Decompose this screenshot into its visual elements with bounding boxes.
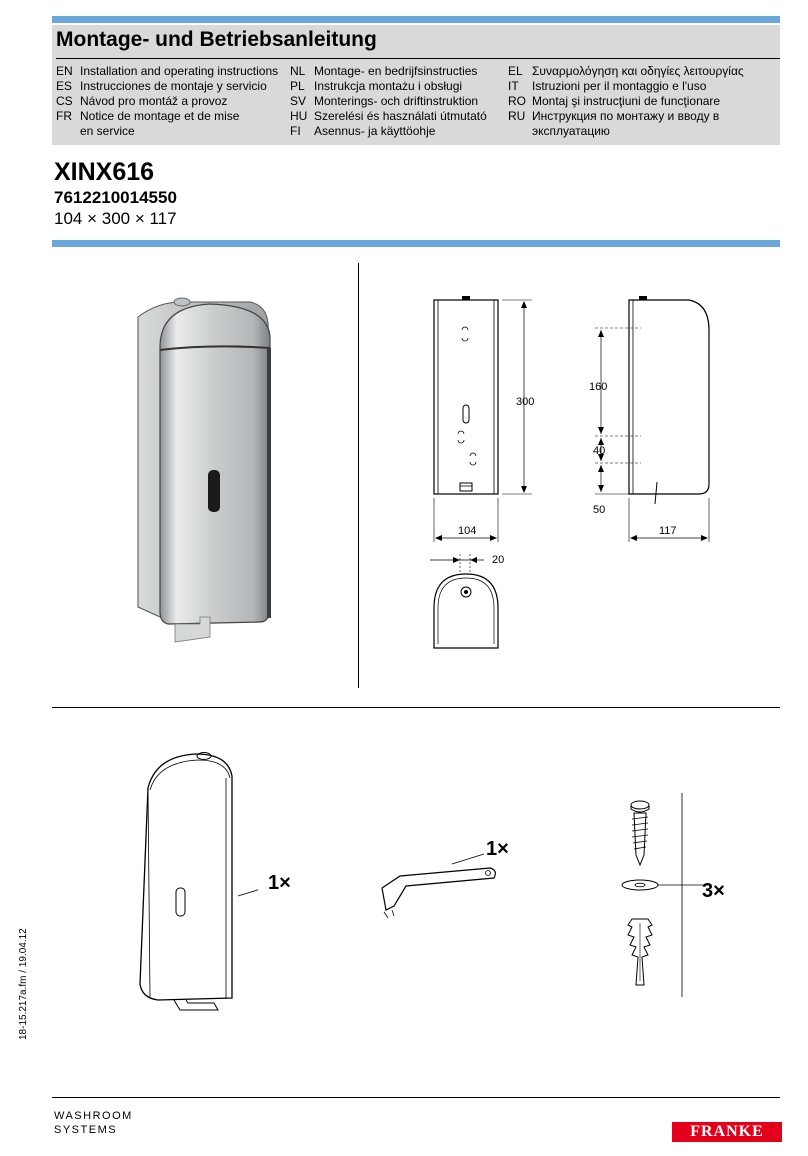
product-photo bbox=[120, 292, 295, 652]
language-column-1: EN Installation and operating instructions ES Instrucciones de montaje y servicio CS Návod pro montáž a provoz FR Notice de montage et de mise en service bbox=[56, 64, 279, 138]
footer-divider bbox=[52, 1097, 780, 1098]
document-title: Montage- und Betriebsanleitung bbox=[56, 28, 377, 51]
svg-text:300: 300 bbox=[516, 396, 535, 408]
svg-text:160: 160 bbox=[589, 381, 608, 393]
top-accent-bar bbox=[52, 16, 780, 23]
side-view-drawing bbox=[585, 290, 725, 550]
top-view-drawing bbox=[420, 548, 540, 658]
fixings-illustration bbox=[608, 785, 708, 1005]
section-divider bbox=[52, 707, 780, 708]
svg-text:104: 104 bbox=[458, 525, 477, 537]
bracket-illustration bbox=[372, 840, 502, 920]
language-column-3: EL Συναρμολόγηση και οδηγίες λειτουργίας IT Istruzioni per il montaggio e l'uso RO Montaj şi instrucţiuni de funcţionare RU Инструкция по монтажу и вводу в эксплуатацию bbox=[508, 64, 744, 138]
dispenser-quantity: 1× bbox=[268, 872, 291, 894]
product-dimensions: 104 × 300 × 117 bbox=[54, 209, 177, 228]
svg-text:40: 40 bbox=[593, 445, 606, 457]
title-divider bbox=[56, 58, 780, 59]
svg-text:50: 50 bbox=[593, 504, 606, 516]
footer-line-2: SYSTEMS bbox=[54, 1124, 118, 1136]
dispenser-illustration bbox=[128, 748, 258, 1038]
front-view-drawing bbox=[420, 290, 550, 550]
fixings-quantity: 3× bbox=[702, 880, 725, 902]
bracket-quantity: 1× bbox=[486, 838, 509, 860]
svg-text:20: 20 bbox=[492, 554, 505, 566]
document-code: 18-15.217a.fm / 19.04.12 bbox=[18, 928, 29, 1040]
drawing-divider bbox=[358, 263, 359, 688]
section-accent-bar bbox=[52, 240, 780, 247]
product-ean: 7612210014550 bbox=[54, 188, 177, 207]
franke-logo: FRANKE bbox=[672, 1122, 782, 1142]
language-column-2: NL Montage- en bedrijfsinstructies PL Instrukcja montażu i obsługi SV Monterings- och driftinstruktion HU Szerelési és használati útmutató FI Asennus- ja käyttöohje bbox=[290, 64, 487, 138]
svg-text:117: 117 bbox=[659, 525, 677, 537]
footer-line-1: WASHROOM bbox=[54, 1110, 133, 1122]
product-model: XINX616 bbox=[54, 158, 155, 186]
